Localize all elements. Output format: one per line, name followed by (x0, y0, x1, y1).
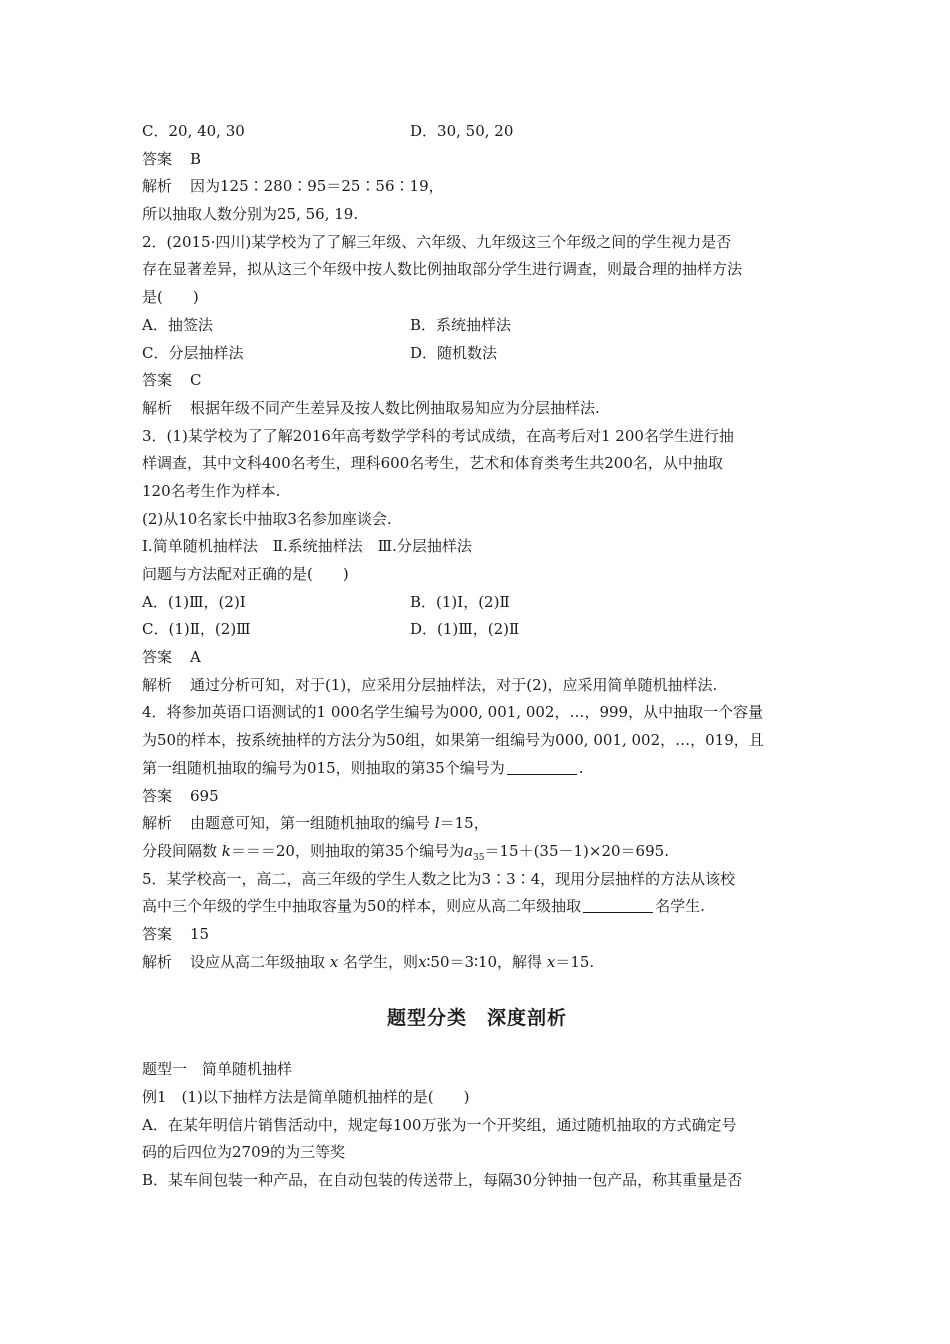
answer-label: 答案 (142, 648, 173, 667)
answer-value: B (190, 149, 202, 168)
option-b: B．(1)Ⅰ，(2)Ⅱ (410, 592, 510, 611)
example1: 例1 (1)以下抽样方法是简单随机抽样的是( ) (142, 1088, 470, 1106)
example-option-a-2: 码的后四位为2709的为三等奖 (142, 1143, 346, 1162)
option-c: C．(1)Ⅱ，(2)Ⅲ (142, 620, 251, 639)
q2-text-1: 2．(2015·四川)某学校为了了解三年级、六年级、九年级这三个年级之间的学生视力是否 (142, 232, 732, 251)
q4-text-2: 为50的样本，按系统抽样的方法分为50组，如果第一组编号为000, 001, 002，…，019，且 (142, 731, 764, 750)
answer-label: 答案 (142, 786, 173, 805)
analysis-label: 解析 (142, 398, 173, 417)
q3-text-3: 120名考生作为样本. (142, 481, 281, 500)
q2-options-cd (142, 340, 812, 368)
answer-value: A (190, 648, 201, 667)
analysis-text: 设应从高二年级抽取 (190, 952, 326, 971)
variable-l: l (434, 814, 440, 833)
option-a: A．抽签法 (142, 315, 213, 334)
analysis-text: ＝＝＝20，则抽取的第35个编号为 (230, 841, 465, 860)
analysis-text: 根据年级不同产生差异及按人数比例抽取易知应为分层抽样法. (190, 398, 600, 417)
option-d: D．(1)Ⅲ，(2)Ⅱ (410, 620, 520, 639)
q3-analysis (142, 672, 812, 700)
q4-text-3 (142, 755, 812, 783)
q5-text-1: 5．某学校高一，高二，高三年级的学生人数之比为3∶3∶4，现用分层抽样的方法从该校 (142, 869, 736, 888)
q4-text-3-before: 第一组随机抽取的编号为015，则抽取的第35个编号为 (142, 758, 505, 777)
option-a: A．(1)Ⅲ，(2)Ⅰ (142, 592, 246, 611)
subscript-35: 35 (473, 852, 485, 863)
q1-options-cd (142, 118, 812, 146)
analysis-text: 因为125∶280∶95＝25∶56∶19， (190, 177, 444, 196)
answer-label: 答案 (142, 371, 173, 390)
example-option-a-1: A．在某年明信片销售活动中，规定每100万张为一个开奖组，通过随机抽取的方式确定号 (142, 1115, 737, 1134)
analysis-label: 解析 (142, 952, 173, 971)
option-d: D．30, 50, 20 (410, 122, 514, 140)
variable-x: x (418, 952, 427, 971)
q2-options-ab (142, 312, 812, 340)
option-d: D．随机数法 (410, 343, 498, 362)
example-option-b: B．某车间包装一种产品，在自动包装的传送带上，每隔30分钟抽一包产品，称其重量是否 (142, 1171, 743, 1190)
answer-blank (507, 759, 577, 775)
type1-title: 题型一 简单随机抽样 (142, 1060, 293, 1079)
answer-value: 695 (190, 786, 219, 805)
q2-text-2: 存在显著差异，拟从这三个年级中按人数比例抽取部分学生进行调查，则最合理的抽样方法 (142, 260, 743, 279)
q4-analysis-2 (142, 838, 812, 866)
variable-a: a (464, 841, 474, 860)
q3-text-2: 样调查，其中文科400名考生，理科600名考生，艺术和体育类考生共200名，从中抽取 (142, 454, 723, 473)
option-c: C．20, 40, 30 (142, 122, 245, 140)
q3-options-ab (142, 589, 812, 617)
analysis-text: 名学生，则 (343, 952, 419, 971)
analysis-text: 通过分析可知，对于(1)，应采用分层抽样法，对于(2)，应采用简单随机抽样法. (190, 675, 718, 694)
variable-x: x (329, 952, 339, 971)
q3-text-4: (2)从10名家长中抽取3名参加座谈会. (142, 509, 392, 528)
variable-x: x (546, 952, 556, 971)
q5-analysis (142, 949, 812, 977)
q3-text-5: Ⅰ.简单随机抽样法 Ⅱ.系统抽样法 Ⅲ.分层抽样法 (142, 537, 472, 556)
q4-text-3-after: . (578, 758, 584, 777)
q2-text-3: 是( ) (142, 288, 199, 307)
answer-blank (583, 897, 653, 913)
q5-answer (142, 921, 812, 949)
analysis-label: 解析 (142, 675, 173, 694)
q5-text-2 (142, 893, 812, 921)
q3-answer (142, 644, 812, 672)
option-c: C．分层抽样法 (142, 343, 244, 362)
q3-text-6: 问题与方法配对正确的是( ) (142, 565, 349, 583)
analysis-label: 解析 (142, 814, 173, 833)
answer-value: C (190, 371, 202, 390)
q3-text-1: 3．(1)某学校为了了解2016年高考数学学科的考试成绩，在高考后对1 200名学生进行抽 (142, 426, 734, 445)
q5-text-2-before: 高中三个年级的学生中抽取容量为50的样本，则应从高二年级抽取 (142, 897, 582, 916)
q1-answer (142, 146, 812, 174)
document-page (142, 118, 812, 1195)
analysis-text: ＝15. (555, 952, 595, 971)
option-b: B．系统抽样法 (410, 315, 512, 334)
analysis-text: 分段间隔数 (142, 841, 218, 860)
section-heading: 题型分类 深度剖析 (386, 1007, 567, 1030)
q4-answer (142, 783, 812, 811)
q2-analysis (142, 395, 812, 423)
analysis-label: 解析 (142, 177, 173, 196)
variable-k: k (221, 841, 231, 860)
answer-value: 15 (190, 924, 210, 943)
analysis-text: ∶50＝3∶10，解得 (426, 952, 543, 971)
analysis-text-after: ＝15， (439, 814, 489, 833)
q1-analysis-2: 所以抽取人数分别为25, 56, 19. (142, 205, 359, 224)
q4-analysis-1 (142, 810, 812, 838)
q4-text-1: 4．将参加英语口语测试的1 000名学生编号为000, 001, 002，…，999，从中抽取一个容量 (142, 703, 764, 722)
analysis-text: 由题意可知，第一组随机抽取的编号 (190, 814, 431, 833)
q3-options-cd (142, 616, 812, 644)
answer-label: 答案 (142, 924, 173, 943)
answer-label: 答案 (142, 149, 173, 168)
q5-text-2-after: 名学生. (655, 897, 705, 916)
q1-analysis (142, 173, 812, 201)
analysis-text: ＝15＋(35－1)×20＝695. (484, 841, 669, 860)
q2-answer (142, 367, 812, 395)
